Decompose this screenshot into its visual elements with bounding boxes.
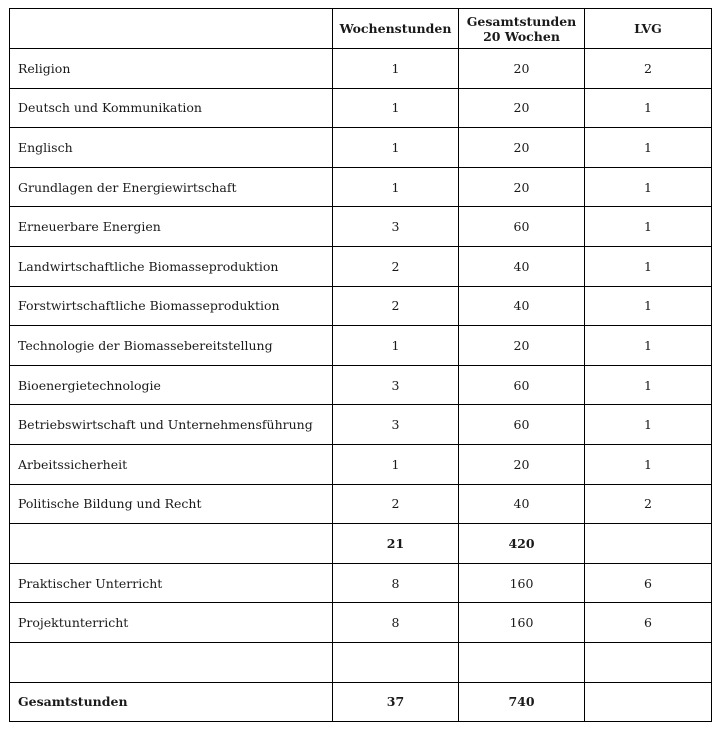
- blank-total-cell: [459, 642, 585, 682]
- total-hours-cell: 60: [459, 207, 585, 247]
- lvg-cell: 1: [585, 405, 712, 445]
- total-hours-cell: 40: [459, 484, 585, 524]
- subject-cell: Technologie der Biomassebereitstellung: [10, 326, 333, 366]
- header-subject: [10, 9, 333, 49]
- subject-cell: Projektunterricht: [10, 603, 333, 643]
- header-row: [10, 9, 712, 49]
- weekly-hours-cell: 3: [333, 207, 459, 247]
- table-row: [10, 484, 712, 524]
- lvg-cell: 6: [585, 603, 712, 643]
- blank-subject-cell: [10, 642, 333, 682]
- total-hours-cell: 20: [459, 49, 585, 89]
- total-hours-cell: 20: [459, 128, 585, 168]
- lvg-cell: 1: [585, 207, 712, 247]
- header-lvg: LVG: [585, 9, 712, 49]
- weekly-hours-cell: 2: [333, 286, 459, 326]
- subject-cell: Politische Bildung und Recht: [10, 484, 333, 524]
- weekly-hours-cell: 3: [333, 365, 459, 405]
- lvg-cell: 1: [585, 88, 712, 128]
- table-row: [10, 49, 712, 89]
- header-weekly-hours: Wochenstunden: [333, 9, 459, 49]
- subject-cell: Englisch: [10, 128, 333, 168]
- subject-cell: Praktischer Unterricht: [10, 563, 333, 603]
- total-hours-cell: 20: [459, 167, 585, 207]
- subject-cell: Landwirtschaftliche Biomasseproduktion: [10, 246, 333, 286]
- weekly-hours-cell: 1: [333, 444, 459, 484]
- total-hours-cell: 20: [459, 444, 585, 484]
- subject-cell: Betriebswirtschaft und Unternehmensführung: [10, 405, 333, 445]
- table-row: [10, 405, 712, 445]
- subject-cell: Religion: [10, 49, 333, 89]
- table-row: [10, 563, 712, 603]
- lvg-cell: 1: [585, 444, 712, 484]
- blank-row: [10, 642, 712, 682]
- total-hours-cell: 40: [459, 246, 585, 286]
- weekly-hours-cell: 3: [333, 405, 459, 445]
- lvg-cell: 1: [585, 326, 712, 366]
- curriculum-table: [9, 8, 712, 722]
- blank-lvg-cell: [585, 642, 712, 682]
- weekly-hours-cell: 1: [333, 128, 459, 168]
- subject-cell: Forstwirtschaftliche Biomasseproduktion: [10, 286, 333, 326]
- total-hours-cell: 60: [459, 365, 585, 405]
- total-hours-cell: 20: [459, 88, 585, 128]
- table-row: [10, 444, 712, 484]
- table-row: [10, 88, 712, 128]
- total-hours-cell: 40: [459, 286, 585, 326]
- table-row: [10, 167, 712, 207]
- subject-cell: Grundlagen der Energiewirtschaft: [10, 167, 333, 207]
- table-row: [10, 246, 712, 286]
- grand-total-total-hours: 740: [459, 682, 585, 722]
- total-hours-cell: 20: [459, 326, 585, 366]
- lvg-cell: 1: [585, 246, 712, 286]
- subtotal-weekly-hours: 21: [333, 524, 459, 564]
- table-row: [10, 128, 712, 168]
- subtotal-lvg-cell: [585, 524, 712, 564]
- grand-total-weekly-hours: 37: [333, 682, 459, 722]
- table-row: [10, 326, 712, 366]
- lvg-cell: 6: [585, 563, 712, 603]
- total-hours-cell: 160: [459, 603, 585, 643]
- subtotal-total-hours: 420: [459, 524, 585, 564]
- blank-weekly-cell: [333, 642, 459, 682]
- subtotal-label-cell: [10, 524, 333, 564]
- table-row: [10, 286, 712, 326]
- table-row: [10, 207, 712, 247]
- total-hours-cell: 160: [459, 563, 585, 603]
- weekly-hours-cell: 1: [333, 88, 459, 128]
- lvg-cell: 1: [585, 365, 712, 405]
- lvg-cell: 1: [585, 128, 712, 168]
- subject-cell: Arbeitssicherheit: [10, 444, 333, 484]
- weekly-hours-cell: 1: [333, 167, 459, 207]
- weekly-hours-cell: 1: [333, 49, 459, 89]
- table-row: [10, 603, 712, 643]
- lvg-cell: 2: [585, 484, 712, 524]
- grand-total-row: [10, 682, 712, 722]
- subject-cell: Bioenergietechnologie: [10, 365, 333, 405]
- subject-cell: Erneuerbare Energien: [10, 207, 333, 247]
- lvg-cell: 2: [585, 49, 712, 89]
- weekly-hours-cell: 8: [333, 563, 459, 603]
- weekly-hours-cell: 1: [333, 326, 459, 366]
- lvg-cell: 1: [585, 286, 712, 326]
- weekly-hours-cell: 8: [333, 603, 459, 643]
- weekly-hours-cell: 2: [333, 246, 459, 286]
- subject-cell: Deutsch und Kommunikation: [10, 88, 333, 128]
- grand-total-lvg-cell: [585, 682, 712, 722]
- subtotal-row: [10, 524, 712, 564]
- header-total-hours: [459, 9, 585, 49]
- lvg-cell: 1: [585, 167, 712, 207]
- grand-total-label: Gesamtstunden: [10, 682, 333, 722]
- total-hours-cell: 60: [459, 405, 585, 445]
- header-total-hours-line1: Gesamtstunden: [466, 13, 577, 29]
- header-total-hours-line2: 20 Wochen: [483, 28, 560, 44]
- weekly-hours-cell: 2: [333, 484, 459, 524]
- table-row: [10, 365, 712, 405]
